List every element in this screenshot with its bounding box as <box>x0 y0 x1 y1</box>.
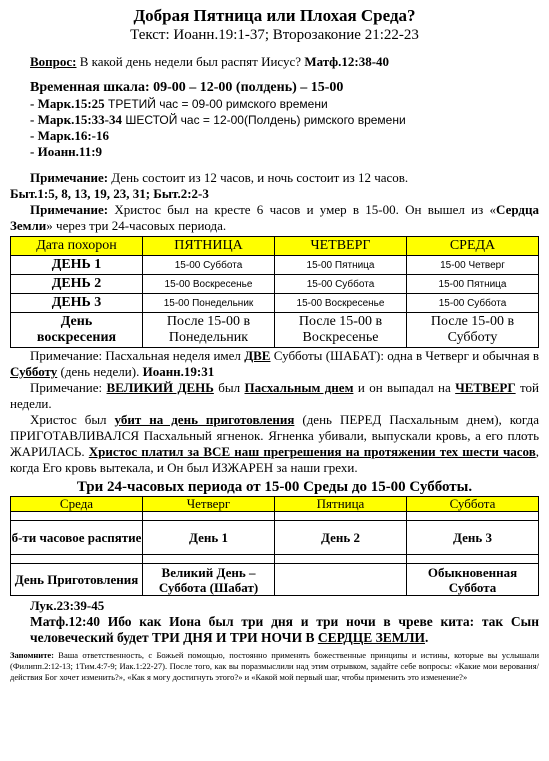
table-row <box>11 294 539 313</box>
row-label: ДЕНЬ 3 <box>11 294 143 313</box>
page-subtitle: Текст: Иоанн.19:1-37; Второзаконие 21:22-23 <box>130 27 419 43</box>
note-two-sabbaths <box>10 348 539 380</box>
timeline-item <box>30 144 539 160</box>
timeline-item <box>30 96 539 112</box>
table-cell: День Приготовления <box>11 564 143 596</box>
text-span: Ибо как Иона был три дня и три ночи в чреве кита: так Сын человеческий будет ТРИ ДНЯ И ТРИ НОЧИ В <box>30 614 539 645</box>
header-cell: Дата похорон <box>11 237 143 256</box>
note-cross <box>10 202 539 234</box>
header-cell: Четверг <box>143 497 275 512</box>
text-bold: Христос платил за ВСЕ наш прегрешения на протяжении тех шести часов <box>88 444 536 459</box>
periods-title: Три 24-часовых периода от 15-00 Среды до 15-00 Субботы. <box>76 479 473 495</box>
text-ref: Иоанн.19:31 <box>142 364 215 379</box>
text-bold: убит на день приготовления <box>114 412 295 427</box>
christ-paragraph <box>10 412 539 476</box>
note-refs-text: Быт.1:5, 8, 13, 19, 23, 31; Быт.2:2-3 <box>10 186 209 201</box>
footer-text: Ваша ответственность, с Божьей помощью, постоянно применять божественные принципы и истины, которые вы услышали (Филипп.2:12-13; 1Тим.4:7-9; Иак.1:22-27). После того, как вы поразмыслили над этим отрывком, задайте себе вопросы: «Какие мои верования/действия Бог хочет изменить?», «Как я могу достигнуть этого?» и «Какой мой первый шаг, чтобы применить это изменение?» <box>10 650 539 682</box>
question-text: В какой день недели был распят Иисус? <box>76 54 305 69</box>
table-cell: 15-00 Воскресенье <box>275 294 407 313</box>
table-cell: 15-00 Суббота <box>143 256 275 275</box>
header-cell: Суббота <box>407 497 539 512</box>
burial-table-header <box>11 237 539 256</box>
text-bold: ДВЕ <box>244 348 271 363</box>
text-bold: Субботу <box>10 364 58 379</box>
table-cell: 15-00 Четверг <box>407 256 539 275</box>
question-line <box>10 54 539 70</box>
row-label: ДЕНЬ 2 <box>11 275 143 294</box>
timeline-head: Временная шкала: 09-00 – 12-00 (полдень) – 15-00 <box>30 80 344 95</box>
table-row <box>11 564 539 596</box>
row-label-line: День <box>60 314 93 329</box>
header-cell: ПЯТНИЦА <box>143 237 275 256</box>
cell-line: После 15-00 в <box>166 314 251 329</box>
table-cell: 15-00 Воскресенье <box>143 275 275 294</box>
periods-table-header <box>11 497 539 512</box>
table-row <box>11 275 539 294</box>
cell-line: После 15-00 в <box>430 314 515 329</box>
timeline-item <box>30 128 539 144</box>
timeline-text: ШЕСТОЙ час = 12-00(Полдень) римского времени <box>121 113 406 127</box>
cell-line: Воскресенье <box>302 330 379 345</box>
cell-line: Субботу <box>447 330 498 345</box>
resurrection-row <box>11 313 539 348</box>
table-cell <box>407 313 539 348</box>
cell-line: Понедельник <box>168 330 249 345</box>
table-row <box>11 256 539 275</box>
text-span: , когда Его кровь вытекала, и Он был ИЗЖАРЕН за наши грехи. <box>10 444 539 475</box>
note-tail: » через три 24-часовых периода. <box>46 218 227 233</box>
row-label <box>11 313 143 348</box>
timeline-text: ТРЕТИЙ час = 09-00 римского времени <box>104 97 328 111</box>
table-cell <box>275 313 407 348</box>
table-cell: День 3 <box>407 521 539 555</box>
row-label: ДЕНЬ 1 <box>11 256 143 275</box>
timeline-ref: - Марк.15:33-34 <box>30 112 122 127</box>
timeline-ref: - Марк.16:-16 <box>30 128 109 143</box>
table-cell <box>275 564 407 596</box>
note-label: Примечание: <box>30 170 109 185</box>
question-ref: Матф.12:38-40 <box>304 54 390 69</box>
text-span: Христос был <box>30 412 115 427</box>
header-cell: Среда <box>11 497 143 512</box>
text-span: был <box>213 380 245 395</box>
table-row <box>11 521 539 555</box>
footer-label: Запомните: <box>10 650 54 660</box>
text-span: Примечание: <box>30 380 107 395</box>
header-cell: ЧЕТВЕРГ <box>275 237 407 256</box>
table-cell <box>143 313 275 348</box>
table-cell: 15-00 Суббота <box>407 294 539 313</box>
burial-table <box>10 236 539 348</box>
spacer-row <box>11 555 539 564</box>
note-refs <box>10 186 539 202</box>
note-text: Христос был на кресте 6 часов и умер в 15-00. Он вышел из « <box>108 202 497 217</box>
table-cell: День 2 <box>275 521 407 555</box>
row-label-line: воскресения <box>36 330 117 345</box>
text-span: Примечание: Пасхальная неделя имел <box>30 348 245 363</box>
text-bold: ВЕЛИКИЙ ДЕНЬ <box>106 380 214 395</box>
question-label: Вопрос: <box>30 54 77 69</box>
periods-table <box>10 496 539 596</box>
table-cell: 15-00 Суббота <box>275 275 407 294</box>
text-span: (день ПЕРЕД Пасхальным днем), когда ПРИГОТАВЛИВАЛСЯ Пасхальный ягненок. Ягненка убивали, выпускали кровь, а его плоть ЖАРИЛАСЬ. <box>10 412 539 459</box>
text-bold: Пасхальным днем <box>244 380 354 395</box>
table-cell: б-ти часовое распятие <box>11 521 143 555</box>
page-title: Добрая Пятница или Плохая Среда? <box>133 6 416 25</box>
note-text: День состоит из 12 часов, и ночь состоит из 12 часов. <box>108 170 409 185</box>
table-cell: День 1 <box>143 521 275 555</box>
table-cell: Обыкновенная Суббота <box>407 564 539 596</box>
text-span: Субботы (ШАБАТ): одна в Четверг и обычная в <box>270 348 539 363</box>
text-span: той недели. <box>10 380 539 411</box>
note-great-day <box>10 380 539 412</box>
text-span: и он выпадал на <box>353 380 456 395</box>
timeline-ref: - Иоанн.11:9 <box>30 144 103 159</box>
table-cell: 15-00 Пятница <box>275 256 407 275</box>
spacer-row <box>11 512 539 521</box>
cell-line: После 15-00 в <box>298 314 383 329</box>
text-ref: Матф.12:40 <box>30 614 100 629</box>
note-day-hours <box>10 170 539 186</box>
text-span: (день недели). <box>57 364 143 379</box>
table-cell: Великий День – Суббота (Шабат) <box>143 564 275 596</box>
table-cell: 15-00 Понедельник <box>143 294 275 313</box>
header-cell: СРЕДА <box>407 237 539 256</box>
timeline-item <box>30 112 539 128</box>
text-bold: СЕРДЦЕ ЗЕМЛИ <box>317 630 426 645</box>
text-bold: ЧЕТВЕРГ <box>455 380 516 395</box>
footer-note <box>10 650 539 683</box>
timeline-block <box>10 80 539 160</box>
text-span: . <box>425 630 429 645</box>
note-label: Примечание: <box>30 202 109 217</box>
luke-ref: Лук.23:39-45 <box>30 598 105 613</box>
header-cell: Пятница <box>275 497 407 512</box>
matthew-verse <box>10 614 539 646</box>
table-cell: 15-00 Пятница <box>407 275 539 294</box>
note-bold: Сердца Земли <box>10 202 539 233</box>
timeline-ref: - Марк.15:25 <box>30 96 105 111</box>
